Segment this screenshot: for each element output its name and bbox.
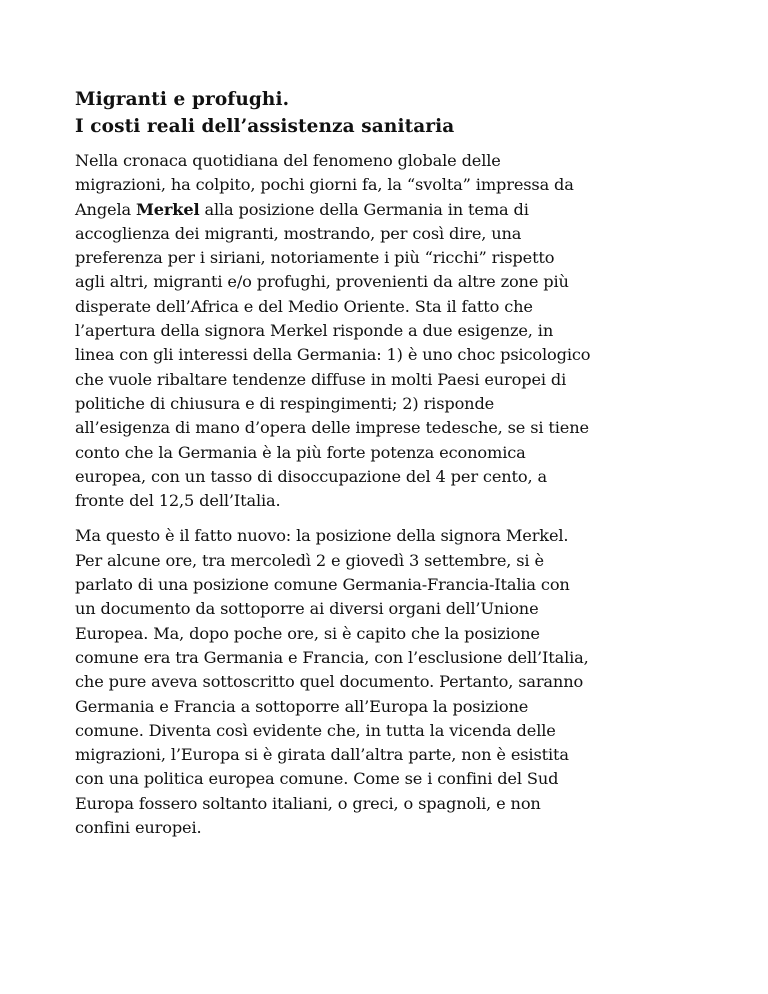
line-prefix: Angela <box>75 199 136 219</box>
paragraph-1-line: linea con gli interessi della Germania: 1) è uno choc psicologico <box>75 345 591 365</box>
paragraph-1-line <box>75 198 700 222</box>
paragraph-2-line: parlato di una posizione comune Germania-Francia-Italia con <box>75 575 570 595</box>
paragraph-1-line: all’esigenza di mano d’opera delle imprese tedesche, se si tiene <box>75 418 589 438</box>
paragraph-1-line: politiche di chiusura e di respingimenti; 2) risponde <box>75 393 495 413</box>
article-title <box>75 86 700 140</box>
paragraph-2-line: Germania e Francia a sottoporre all’Europa la posizione <box>75 696 529 716</box>
paragraph-1-line: fronte del 12,5 dell’Italia. <box>75 491 281 511</box>
paragraph-1 <box>75 149 700 513</box>
paragraph-2-line: Ma questo è il fatto nuovo: la posizione della signora Merkel. <box>75 526 569 546</box>
paragraph-2-line: che pure aveva sottoscritto quel documento. Pertanto, saranno <box>75 672 584 692</box>
paragraph-2-line: migrazioni, l’Europa si è girata dall’altra parte, non è esistita <box>75 745 569 765</box>
paragraph-1-line: Nella cronaca quotidiana del fenomeno globale delle <box>75 151 501 170</box>
paragraph-1-line: preferenza per i siriani, notoriamente i più “ricchi” rispetto <box>75 248 555 268</box>
paragraph-2-line: Europea. Ma, dopo poche ore, si è capito che la posizione <box>75 623 540 643</box>
bold-name-merkel: Merkel <box>135 199 200 219</box>
document-page <box>75 86 700 851</box>
paragraph-2-line: Per alcune ore, tra mercoledì 2 e giovedì 3 settembre, si è <box>75 550 544 570</box>
title-line-1: Migranti e profughi. <box>75 89 290 110</box>
paragraph-2-line: confini europei. <box>75 818 202 838</box>
paragraph-2 <box>75 524 700 840</box>
paragraph-2-line: Europa fossero soltanto italiani, o greci, o spagnoli, e non <box>75 793 541 813</box>
paragraph-1-line: europea, con un tasso di disoccupazione del 4 per cento, a <box>75 466 547 486</box>
paragraph-1-line: l’apertura della signora Merkel risponde a due esigenze, in <box>75 321 554 341</box>
paragraph-1-line: conto che la Germania è la più forte potenza economica <box>75 442 526 462</box>
paragraph-1-line: accoglienza dei migranti, mostrando, per così dire, una <box>75 223 522 243</box>
paragraph-1-line: che vuole ribaltare tendenze diffuse in molti Paesi europei di <box>75 369 567 389</box>
paragraph-1-line: agli altri, migranti e/o profughi, provenienti da altre zone più <box>75 272 569 292</box>
paragraph-1-line: migrazioni, ha colpito, pochi giorni fa, la “svolta” impressa da <box>75 175 574 195</box>
paragraph-2-line: con una politica europea comune. Come se i confini del Sud <box>75 769 559 789</box>
paragraph-2-line: un documento da sottoporre ai diversi organi dell’Unione <box>75 599 539 619</box>
paragraph-2-line: comune era tra Germania e Francia, con l’esclusione dell’Italia, <box>75 647 589 667</box>
paragraph-2-line: comune. Diventa così evidente che, in tutta la vicenda delle <box>75 720 556 740</box>
paragraph-1-line: disperate dell’Africa e del Medio Oriente. Sta il fatto che <box>75 296 533 316</box>
line-suffix: alla posizione della Germania in tema di <box>199 199 529 219</box>
title-line-2: I costi reali dell’assistenza sanitaria <box>75 116 455 137</box>
